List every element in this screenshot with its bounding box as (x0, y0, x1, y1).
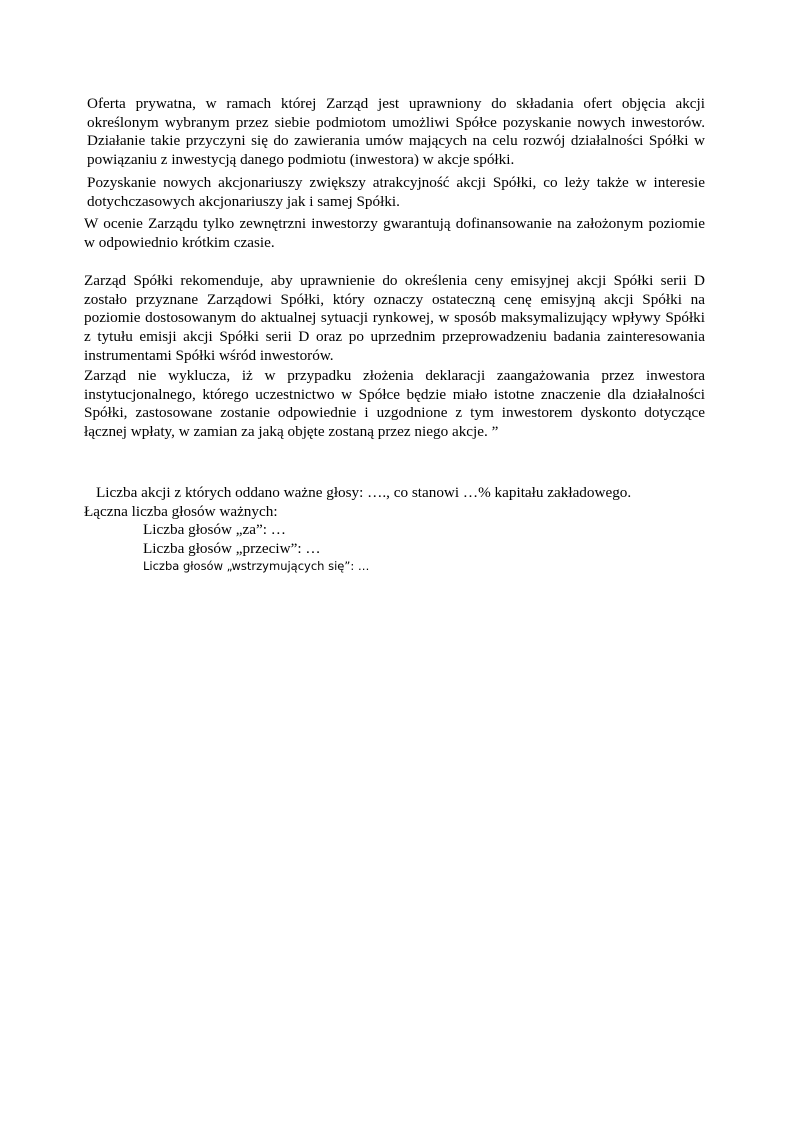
vote-total-line: Łączna liczba głosów ważnych: (84, 503, 278, 520)
paragraph-private-offer: Oferta prywatna, w ramach której Zarząd jest uprawniony do składania ofert objęcia akcji określonym wybranym przez siebie podmiotom umożliwi Spółce pozyskanie nowych inwestorów. Działanie takie przyczyni się do zawierania umów mających na celu rozwój działalności Spółki w powiązaniu z inwestycją danego podmiotu (inwestora) w akcje spółki. (87, 95, 705, 169)
vote-for-line: Liczba głosów „za”: … (143, 521, 286, 538)
vote-shares-line: Liczba akcji z których oddano ważne głosy: …., co stanowi …% kapitału zakładowego. (96, 484, 632, 501)
vote-against-line: Liczba głosów „przeciw”: … (143, 540, 321, 557)
paragraph-external-investors: W ocenie Zarządu tylko zewnętrzni inwestorzy gwarantują dofinansowanie na założonym poziomie w odpowiednio krótkim czasie. (84, 215, 705, 251)
paragraph-discount: Zarząd nie wyklucza, iż w przypadku złożenia deklaracji zaangażowania przez inwestora instytucjonalnego, którego uczestnictwo w Spółce będzie miało istotne znaczenie dla działalności Spółki, zastosowane zostanie odpowiednie i uzgodnione z tym inwestorem dyskonto dotyczące łącznej wpłaty, w zamian za jaką objęte zostaną przez niego akcje. ” (84, 367, 705, 441)
paragraph-issue-price-recommendation: Zarząd Spółki rekomenduje, aby uprawnienie do określenia ceny emisyjnej akcji Spółki serii D zostało przyznane Zarządowi Spółki, który oznaczy ostateczną cenę emisyjną akcji Spółki na poziomie dostosowanym do aktualnej sytuacji rynkowej, w sposób maksymalizujący wpływy Spółki z tytułu emisji akcji Spółki serii D oraz po uprzednim przeprowadzeniu badania zainteresowania instrumentami Spółki wśród inwestorów. (84, 272, 705, 364)
vote-abstain-line: Liczba głosów „wstrzymujących się”: … (143, 559, 370, 573)
paragraph-new-shareholders: Pozyskanie nowych akcjonariuszy zwiększy atrakcyjność akcji Spółki, co leży także w interesie dotychczasowych akcjonariuszy jak i samej Spółki. (87, 174, 705, 210)
